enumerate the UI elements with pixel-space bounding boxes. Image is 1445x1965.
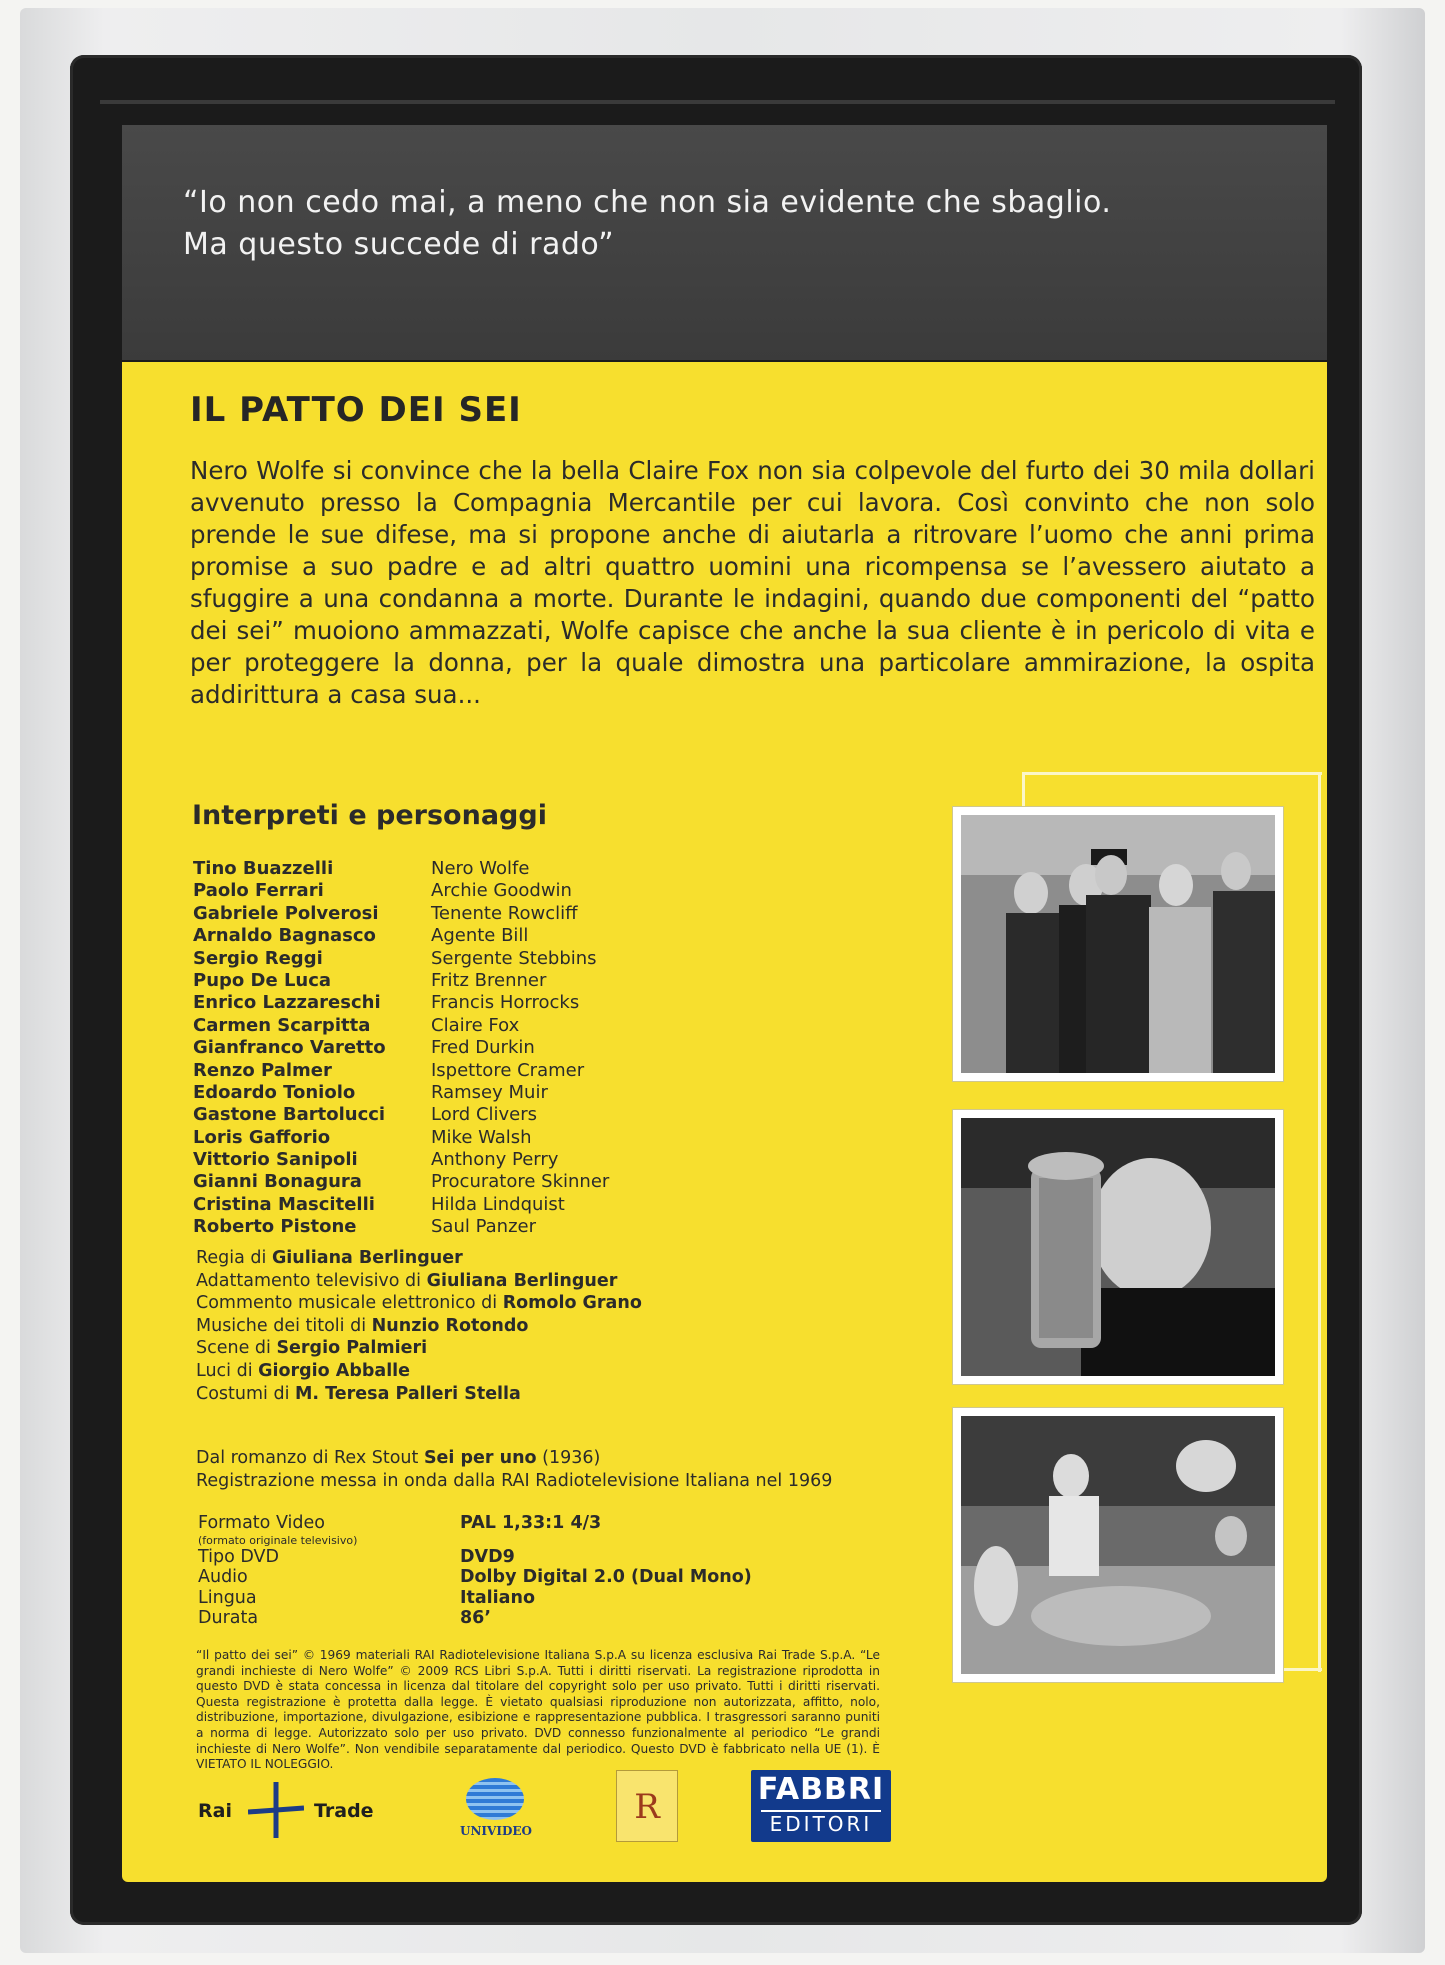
character-name: Claire Fox — [431, 1014, 520, 1036]
actor-name: Gianni Bonagura — [193, 1171, 362, 1193]
credit-person: Giorgio Abballe — [258, 1360, 411, 1381]
photo-scene-policemen — [953, 807, 1283, 1081]
cast-row — [193, 948, 609, 970]
novel-prefix: Dal romanzo di Rex Stout — [196, 1448, 424, 1468]
cast-row — [193, 1104, 609, 1126]
character-name: Francis Horrocks — [431, 992, 580, 1014]
character-name: Agente Bill — [431, 925, 529, 947]
credit-row — [196, 1270, 642, 1293]
character-name: Anthony Perry — [431, 1149, 559, 1171]
editori-text: EDITORI — [761, 1810, 881, 1836]
cast-list — [193, 858, 609, 1239]
actor-name: Sergio Reggi — [193, 947, 323, 969]
actor-name: Arnaldo Bagnasco — [193, 925, 376, 947]
character-name: Sergente Stebbins — [431, 947, 597, 969]
credit-role: Scene di — [196, 1338, 277, 1359]
still-image — [961, 1416, 1275, 1674]
cast-row — [193, 1171, 609, 1193]
actor-name: Carmen Scarpitta — [193, 1014, 371, 1036]
cast-row — [193, 1149, 609, 1171]
still-image — [961, 1118, 1275, 1376]
character-name: Archie Goodwin — [431, 880, 572, 902]
character-name: Procuratore Skinner — [431, 1171, 610, 1193]
cast-row — [193, 1060, 609, 1082]
cast-row — [193, 1194, 609, 1216]
actor-name: Roberto Pistone — [193, 1216, 357, 1238]
credit-role: Adattamento televisivo di — [196, 1270, 427, 1291]
episode-title: IL PATTO DEI SEI — [190, 390, 522, 430]
cast-row — [193, 880, 609, 902]
rai-trade-logo — [196, 1788, 376, 1838]
actor-name: Gabriele Polverosi — [193, 902, 379, 924]
actor-name: Gianfranco Varetto — [193, 1037, 386, 1059]
character-name: Hilda Lindquist — [431, 1193, 565, 1215]
quote-text — [183, 182, 1293, 266]
credit-row — [196, 1337, 642, 1360]
credits-list — [196, 1247, 642, 1405]
rai-text: Rai — [198, 1800, 232, 1822]
credit-row — [196, 1247, 642, 1270]
credit-row — [196, 1315, 642, 1338]
credit-role: Commento musicale elettronico di — [196, 1293, 503, 1314]
cast-row — [193, 925, 609, 947]
cast-row — [193, 1037, 609, 1059]
broadcast-line: Registrazione messa in onda dalla RAI Radiotelevisione Italiana nel 1969 — [196, 1470, 833, 1491]
quote-line-2: Ma questo succede di rado” — [183, 227, 615, 262]
actor-name: Gastone Bartolucci — [193, 1104, 386, 1126]
actor-name: Loris Gafforio — [193, 1126, 331, 1148]
synopsis: Nero Wolfe si convince che la bella Claire Fox non sia colpevole del furto dei 30 mila dollari avvenuto presso la Compagnia Mercantile per cui lavora. Così convinto che non solo prende le sue difese, ma si propone anche di aiutarla a ritrovare l’uomo che anni prima promise a suo padre e ad altri quattro uomini una ricompensa se l’avessero aiutato a sfuggire a una condanna a morte. Durante le indagini, quando due componenti del “patto dei sei” muoiono ammazzati, Wolfe capisce che anche la sua cliente è in pericolo di vita e per proteggere la donna, per la quale dimostra una particolare ammirazione, la ospita addirittura a casa sua... — [190, 456, 1315, 709]
cast-row — [193, 858, 609, 880]
actor-name: Tino Buazzelli — [193, 858, 334, 879]
credit-role: Musiche dei titoli di — [196, 1315, 372, 1336]
novel-line — [196, 1447, 832, 1470]
credit-row — [196, 1292, 642, 1315]
cast-row — [193, 1082, 609, 1104]
credit-person: Nunzio Rotondo — [371, 1315, 529, 1336]
character-name: Mike Walsh — [431, 1126, 532, 1148]
novel-title: Sei per uno — [423, 1448, 537, 1468]
character-name: Fred Durkin — [431, 1037, 535, 1059]
credit-role: Regia di — [196, 1248, 272, 1268]
credit-person: M. Teresa Palleri Stella — [295, 1383, 521, 1404]
frame-line-top — [1022, 772, 1322, 775]
cast-heading: Interpreti e personaggi — [192, 800, 547, 831]
credit-row — [196, 1360, 642, 1383]
credit-person: Giuliana Berlinguer — [426, 1270, 618, 1291]
actor-name: Cristina Mascitelli — [193, 1193, 375, 1215]
credit-role: Costumi di — [196, 1383, 296, 1404]
actor-name: Paolo Ferrari — [193, 880, 324, 902]
rizzoli-logo: R — [616, 1770, 678, 1842]
credit-person: Romolo Grano — [502, 1293, 642, 1314]
univideo-logo — [446, 1778, 546, 1848]
univideo-text: UNIVIDEO — [460, 1824, 532, 1838]
character-name: Fritz Brenner — [431, 969, 547, 991]
actor-name: Enrico Lazzareschi — [193, 992, 381, 1014]
cast-row — [193, 1015, 609, 1037]
cast-row — [193, 1216, 609, 1238]
character-name: Saul Panzer — [431, 1216, 536, 1238]
case-rim — [100, 100, 1335, 104]
novel-year: (1936) — [536, 1448, 601, 1468]
character-name: Ramsey Muir — [431, 1081, 548, 1103]
credit-row — [196, 1383, 642, 1406]
still-image — [961, 815, 1275, 1073]
character-name: Ispettore Cramer — [431, 1059, 585, 1081]
cast-row — [193, 1127, 609, 1149]
character-name: Lord Clivers — [431, 1104, 538, 1126]
cast-row — [193, 970, 609, 992]
quote-line-1: “Io non cedo mai, a meno che non sia evidente che sbaglio. — [183, 185, 1112, 220]
actor-name: Renzo Palmer — [193, 1059, 332, 1081]
rai-cross-icon — [248, 1782, 304, 1838]
source-info — [196, 1447, 832, 1492]
legal-notice: “Il patto dei sei” © 1969 materiali RAI Radiotelevisione Italiana S.p.A su licenza esclusiva Rai Trade S.p.A. “Le grandi inchieste di Nero Wolfe” © 2009 RCS Libri S.p.A. Tutti i diritti riservati. La registrazione riprodotta in questo DVD è stata concessa in licenza dal titolare del copyright solo per uso privato. Tutti i diritti riservati. Questa registrazione è protetta dalla legge. È vietato qualsiasi riproduzione non autorizzata, affitto, nolo, distribuzione, importazione, divulgazione, esibizione e rappresentazione pubblica. I trasgressori saranno puniti a norma di legge. Autorizzato solo per uso privato. DVD connesso funzionalmente al periodico “Le grandi inchieste di Nero Wolfe”. Non vendibile separatamente dal periodico. Questo DVD è fabbricato nella UE (1). È VIETATO IL NOLEGGIO. — [196, 1648, 880, 1772]
trade-text: Trade — [314, 1800, 374, 1822]
univideo-globe-icon — [466, 1778, 524, 1820]
credit-person: Sergio Palmieri — [276, 1338, 428, 1359]
fabbri-editori-logo — [751, 1770, 891, 1842]
character-name: Tenente Rowcliff — [431, 902, 578, 924]
cast-row — [193, 992, 609, 1014]
fabbri-text: FABBRI — [757, 1772, 885, 1807]
actor-name: Vittorio Sanipoli — [193, 1149, 358, 1171]
frame-line-right — [1318, 772, 1321, 1672]
actor-name: Pupo De Luca — [193, 969, 332, 991]
credit-person: Giuliana Berlinguer — [271, 1248, 463, 1268]
character-name: Nero Wolfe — [431, 858, 530, 879]
photo-scene-dinner — [953, 1408, 1283, 1682]
cast-row — [193, 903, 609, 925]
credit-role: Luci di — [196, 1360, 259, 1381]
actor-name: Edoardo Toniolo — [193, 1081, 356, 1103]
photo-scene-beer-stein — [953, 1110, 1283, 1384]
